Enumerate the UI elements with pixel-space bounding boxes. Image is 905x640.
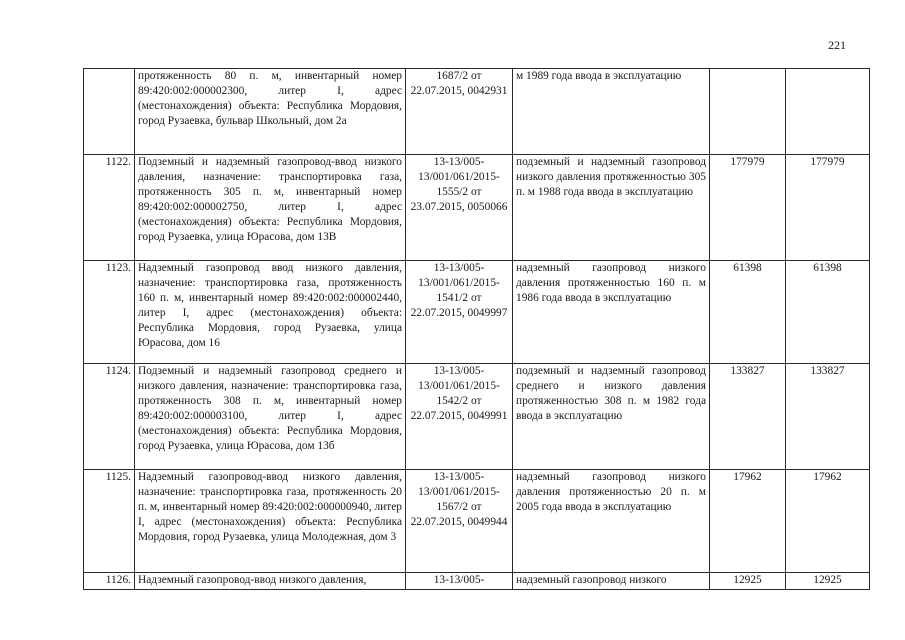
table-row — [84, 155, 870, 261]
row-number — [84, 69, 135, 155]
registration-record: 13-13/005-13/001/061/2015-1567/2 от 22.07.2015, 0049944 — [406, 470, 513, 573]
object-characteristics: подземный и надземный газопровод среднего и низкого давления протяженностью 308 п. м 1982 года ввода в эксплуатацию — [513, 364, 710, 470]
table-row — [84, 470, 870, 573]
registration-record: 13-13/005-13/001/061/2015-1541/2 от 22.07.2015, 0049997 — [406, 261, 513, 364]
value-column-2 — [786, 69, 870, 155]
value-column-1: 133827 — [710, 364, 786, 470]
object-characteristics: надземный газопровод низкого давления протяженностью 160 п. м 1986 года ввода в эксплуатацию — [513, 261, 710, 364]
registration-record: 13-13/005- — [406, 573, 513, 590]
object-characteristics: подземный и надземный газопровод низкого давления протяженностью 305 п. м 1988 года ввода в эксплуатацию — [513, 155, 710, 261]
page-number: 221 — [828, 38, 846, 52]
value-column-2: 133827 — [786, 364, 870, 470]
row-number: 1122. — [84, 155, 135, 261]
value-column-1: 61398 — [710, 261, 786, 364]
row-number: 1126. — [84, 573, 135, 590]
value-column-1: 177979 — [710, 155, 786, 261]
value-column-1: 17962 — [710, 470, 786, 573]
object-characteristics: м 1989 года ввода в эксплуатацию — [513, 69, 710, 155]
object-description: Надземный газопровод ввод низкого давления, назначение: транспортировка газа, протяженность 160 п. м, инвентарный номер 89:420:002:000002440, литер I, адрес (местонахождения) объекта: Республика Мордовия, город Рузаевка, улица Юрасова, дом 16 — [135, 261, 406, 364]
table-row — [84, 261, 870, 364]
object-characteristics: надземный газопровод низкого давления протяженностью 20 п. м 2005 года ввода в эксплуатацию — [513, 470, 710, 573]
row-number: 1123. — [84, 261, 135, 364]
object-description: Надземный газопровод-ввод низкого давления, — [135, 573, 406, 590]
value-column-2: 17962 — [786, 470, 870, 573]
registration-record: 13-13/005-13/001/061/2015-1542/2 от 22.07.2015, 0049991 — [406, 364, 513, 470]
object-description: Надземный газопровод-ввод низкого давления, назначение: транспортировка газа, протяженность 20 п. м, инвентарный номер 89:420:002:000000940, литер I, адрес (местонахождения) объекта: Республика Мордовия, город Рузаевка, улица Молодежная, дом 3 — [135, 470, 406, 573]
object-description: Подземный и надземный газопровод-ввод низкого давления, назначение: транспортировка газа, протяженность 305 п. м, инвентарный номер 89:420:002:000002750, литер I, адрес (местонахождения) объекта: Республика Мордовия, город Рузаевка, улица Юрасова, дом 13В — [135, 155, 406, 261]
registration-record: 13-13/005-13/001/061/2015-1555/2 от 23.07.2015, 0050066 — [406, 155, 513, 261]
object-description: Подземный и надземный газопровод среднего и низкого давления, назначение: транспортировка газа, протяженность 308 п. м, инвентарный номер 89:420:002:000003100, литер I, адрес (местонахождения) объекта: Республика Мордовия, город Рузаевка, улица Юрасова, дом 13б — [135, 364, 406, 470]
registry-table — [83, 68, 870, 590]
value-column-2: 12925 — [786, 573, 870, 590]
value-column-1: 12925 — [710, 573, 786, 590]
row-number: 1124. — [84, 364, 135, 470]
table-row — [84, 573, 870, 590]
value-column-2: 61398 — [786, 261, 870, 364]
table-row — [84, 69, 870, 155]
object-description: протяженность 80 п. м, инвентарный номер 89:420:002:000002300, литер I, адрес (местонахождения) объекта: Республика Мордовия, город Рузаевка, бульвар Школьный, дом 2а — [135, 69, 406, 155]
row-number: 1125. — [84, 470, 135, 573]
object-characteristics: надземный газопровод низкого — [513, 573, 710, 590]
table-row — [84, 364, 870, 470]
value-column-2: 177979 — [786, 155, 870, 261]
value-column-1 — [710, 69, 786, 155]
registration-record: 1687/2 от 22.07.2015, 0042931 — [406, 69, 513, 155]
